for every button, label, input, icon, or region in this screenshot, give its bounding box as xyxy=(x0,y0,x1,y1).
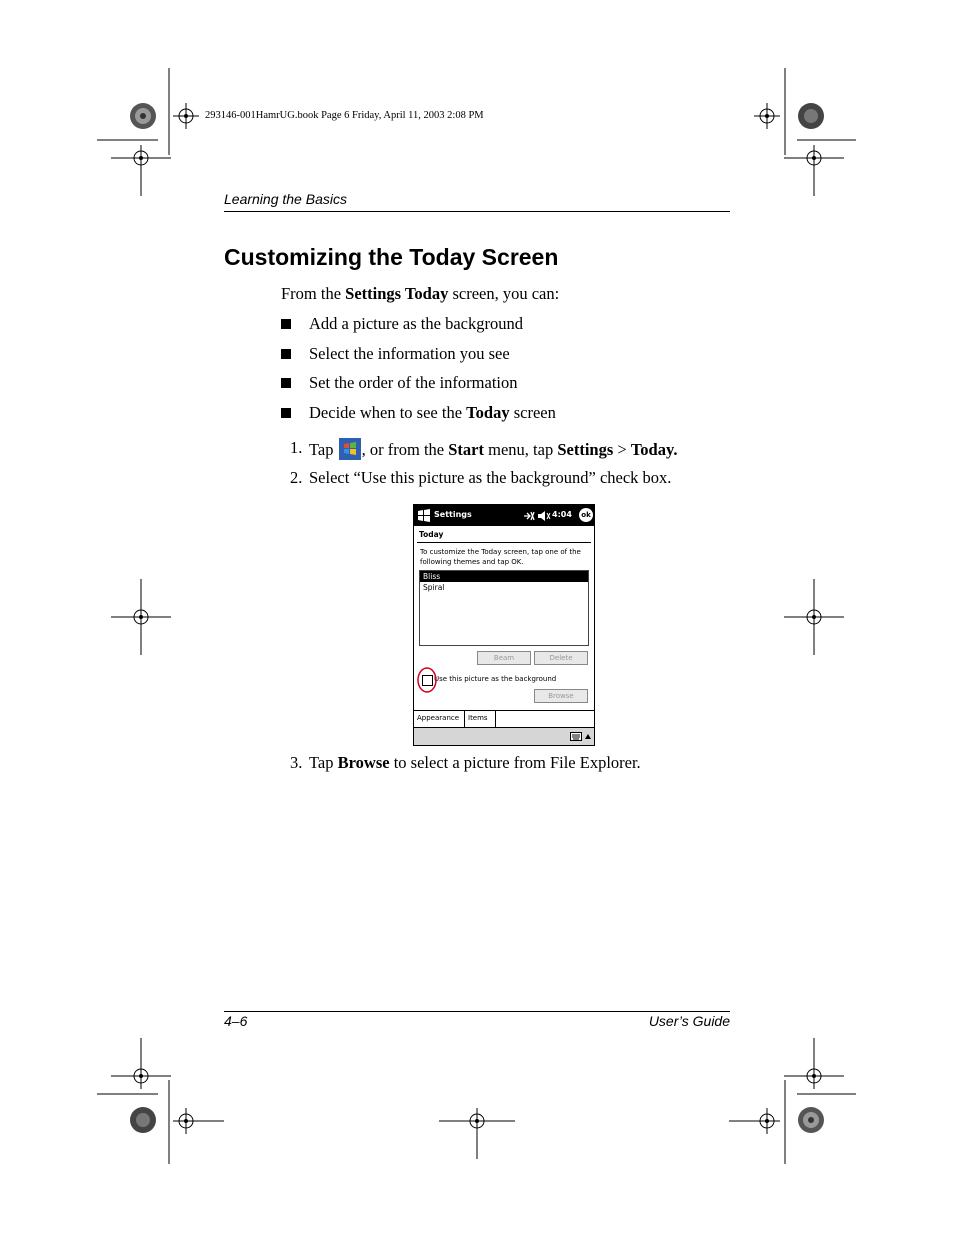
start-flag-icon[interactable] xyxy=(416,508,432,524)
device-heading: Today xyxy=(419,530,444,539)
delete-button[interactable]: Delete xyxy=(534,651,588,665)
device-heading-rule xyxy=(417,542,591,543)
footer-guide-title: User’s Guide xyxy=(648,1013,730,1029)
step-3 xyxy=(0,753,954,777)
intro-text-end: screen, you can: xyxy=(448,284,560,303)
device-title-bar xyxy=(414,505,594,526)
input-menu-arrow-icon[interactable] xyxy=(584,732,592,741)
bullet-square-icon xyxy=(281,408,291,418)
connectivity-icon[interactable] xyxy=(522,510,536,522)
step-2-text: Select “Use this picture as the background” check box. xyxy=(309,468,672,487)
ok-button[interactable]: ok xyxy=(579,508,593,522)
intro-text: From the xyxy=(281,284,346,303)
device-tab-bar xyxy=(414,710,594,727)
speaker-icon[interactable] xyxy=(537,510,551,522)
bullet-text: Set the order of the information xyxy=(309,373,518,392)
header-rule xyxy=(224,211,730,212)
bullet-text: Add a picture as the background xyxy=(309,314,523,333)
footer-rule xyxy=(224,1011,730,1012)
tab-items[interactable]: Items xyxy=(464,711,496,728)
browse-button[interactable]: Browse xyxy=(534,689,588,703)
use-background-label: Use this picture as the background xyxy=(434,675,557,683)
theme-list-item[interactable]: Spiral xyxy=(423,583,445,592)
step-number: 3. xyxy=(290,753,303,772)
print-slug: 293146-001HamrUG.book Page 6 Friday, April 11, 2003 2:08 PM xyxy=(205,110,484,121)
step-number: 2. xyxy=(290,468,303,487)
bullet-item xyxy=(281,373,518,393)
bullet-square-icon xyxy=(281,319,291,329)
running-header: Learning the Basics xyxy=(224,191,347,207)
bullet-text: Decide when to see the Today screen xyxy=(309,403,556,422)
theme-list[interactable] xyxy=(419,570,589,646)
start-menu-icon xyxy=(339,438,361,460)
device-clock[interactable]: 4:04 xyxy=(552,510,572,519)
bullet-text: Select the information you see xyxy=(309,344,510,363)
intro-bold: Settings Today xyxy=(345,284,449,303)
theme-list-item[interactable]: Bliss xyxy=(420,571,588,582)
tab-appearance[interactable]: Appearance xyxy=(414,711,467,727)
bullet-item xyxy=(281,344,510,364)
bullet-square-icon xyxy=(281,378,291,388)
step-number: 1. xyxy=(290,438,303,457)
beam-button[interactable]: Beam xyxy=(477,651,531,665)
page-title: Customizing the Today Screen xyxy=(224,244,559,270)
keyboard-icon[interactable] xyxy=(570,732,582,741)
step-2 xyxy=(0,468,954,492)
device-screenshot xyxy=(413,504,595,746)
device-title: Settings xyxy=(434,510,472,519)
step-1 xyxy=(0,438,954,462)
bullet-square-icon xyxy=(281,349,291,359)
bullet-item xyxy=(281,403,556,423)
page-number: 4–6 xyxy=(224,1013,248,1029)
device-menu-bar xyxy=(414,727,594,746)
highlight-circle xyxy=(416,666,438,694)
device-instructions: To customize the Today screen, tap one of the following themes and tap OK. xyxy=(420,548,581,566)
bullet-item xyxy=(281,314,523,334)
step-1-text: Tap , or from the Start menu, tap Settings > Today. xyxy=(309,440,678,459)
step-3-text: Tap Browse to select a picture from File Explorer. xyxy=(309,753,641,772)
intro-paragraph xyxy=(281,284,559,304)
